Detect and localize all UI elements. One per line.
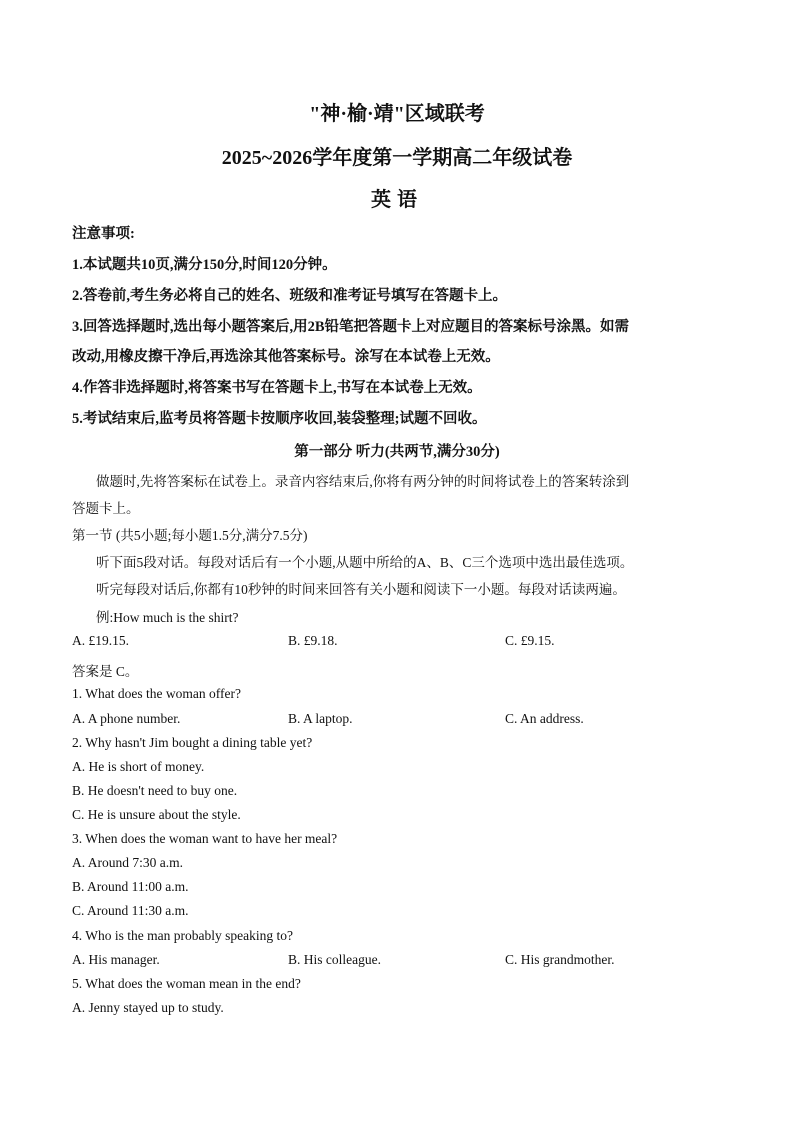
part1-intro-cont: 答题卡上。 xyxy=(72,501,140,516)
question-5: 5. What does the woman mean in the end? xyxy=(72,976,301,991)
example-answer: 答案是 C。 xyxy=(72,664,139,679)
note-item: 1.本试题共10页,满分150分,时间120分钟。 xyxy=(72,257,337,273)
section1-instruction: 听完每段对话后,你都有10秒钟的时间来回答有关小题和阅读下一小题。每段对话读两遍。 xyxy=(96,582,626,597)
note-item: 4.作答非选择题时,将答案书写在答题卡上,书写在本试卷上无效。 xyxy=(72,380,482,396)
question-1: 1. What does the woman offer? xyxy=(72,686,241,701)
q1-option-a: A. A phone number. xyxy=(72,711,181,726)
note-item: 5.考试结束后,监考员将答题卡按顺序收回,装袋整理;试题不回收。 xyxy=(72,411,487,427)
q3-option-a: A. Around 7:30 a.m. xyxy=(72,855,183,870)
q5-option-a: A. Jenny stayed up to study. xyxy=(72,1000,224,1015)
part1-intro: 做题时,先将答案标在试卷上。录音内容结束后,你将有两分钟的时间将试卷上的答案转涂到 xyxy=(96,474,630,489)
question-4: 4. Who is the man probably speaking to? xyxy=(72,928,293,943)
subject-title: 英语 xyxy=(371,189,423,211)
q2-option-a: A. He is short of money. xyxy=(72,759,205,774)
q3-option-c: C. Around 11:30 a.m. xyxy=(72,903,189,918)
note-item: 3.回答选择题时,选出每小题答案后,用2B铅笔把答题卡上对应题目的答案标号涂黑。如需 xyxy=(72,319,630,335)
exam-header-line1: "神·榆·靖"区域联考 xyxy=(309,103,485,125)
q1-option-b: B. A laptop. xyxy=(288,711,353,726)
example-question: 例:How much is the shirt? xyxy=(96,610,239,625)
q1-option-c: C. An address. xyxy=(505,711,584,726)
q4-option-a: A. His manager. xyxy=(72,952,160,967)
exam-header-line2: 2025~2026学年度第一学期高二年级试卷 xyxy=(221,147,573,169)
q3-option-b: B. Around 11:00 a.m. xyxy=(72,879,189,894)
example-option-c: C. £9.15. xyxy=(505,633,555,648)
question-2: 2. Why hasn't Jim bought a dining table yet? xyxy=(72,735,313,750)
q4-option-c: C. His grandmother. xyxy=(505,952,615,967)
q2-option-b: B. He doesn't need to buy one. xyxy=(72,783,238,798)
question-3: 3. When does the woman want to have her meal? xyxy=(72,831,338,846)
part1-title: 第一部分 听力(共两节,满分30分) xyxy=(294,444,500,460)
q2-option-c: C. He is unsure about the style. xyxy=(72,807,241,822)
section1-title: 第一节 (共5小题;每小题1.5分,满分7.5分) xyxy=(72,528,308,543)
section1-instruction: 听下面5段对话。每段对话后有一个小题,从题中所给的A、B、C三个选项中选出最佳选项。 xyxy=(96,555,634,570)
example-option-b: B. £9.18. xyxy=(288,633,338,648)
q4-option-b: B. His colleague. xyxy=(288,952,381,967)
note-item: 2.答卷前,考生务必将自己的姓名、班级和准考证号填写在答题卡上。 xyxy=(72,288,507,304)
notes-heading: 注意事项: xyxy=(72,226,135,242)
example-option-a: A. £19.15. xyxy=(72,633,129,648)
note-item: 改动,用橡皮擦干净后,再选涂其他答案标号。涂写在本试卷上无效。 xyxy=(72,349,500,365)
